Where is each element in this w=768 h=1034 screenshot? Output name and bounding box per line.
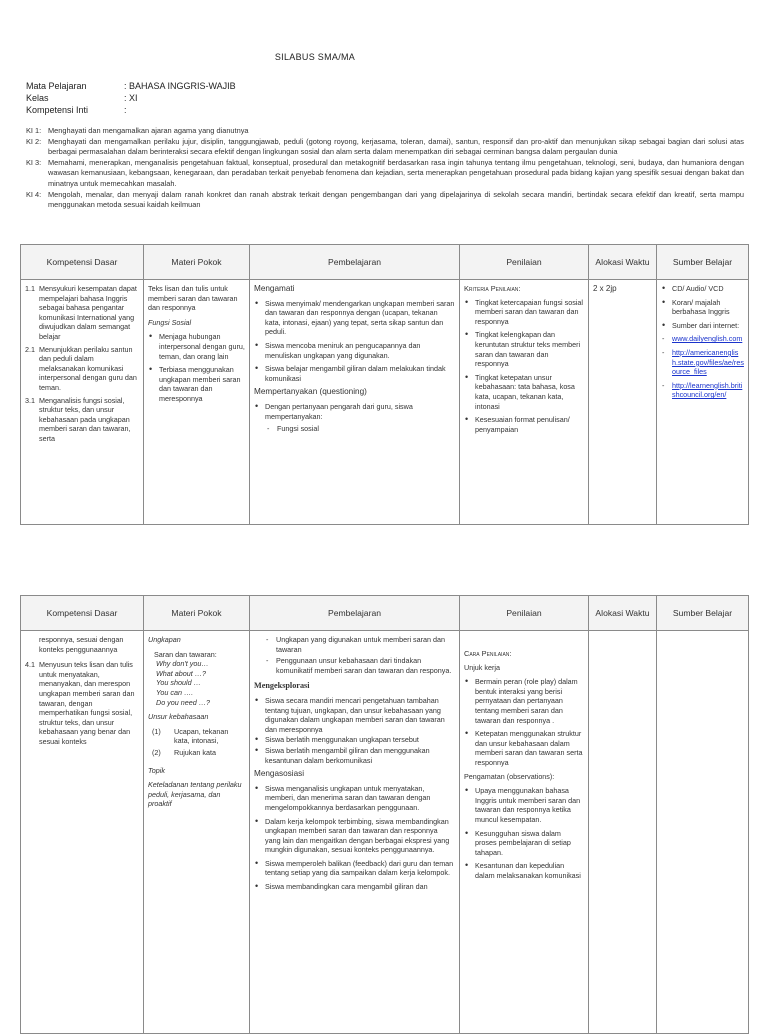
meta-value: : BAHASA INGGRIS-WAJIB: [124, 81, 236, 91]
kd-number: 3.1: [25, 395, 35, 405]
example-item: You should …: [156, 678, 201, 688]
cell-alokasi-waktu: [589, 280, 657, 525]
item-number: (2): [152, 747, 161, 757]
kd-number: 1.1: [25, 284, 35, 293]
list-item: • Terbiasa menggunakan ungkapan memberi saran dan tawaran dan meresponnya: [148, 365, 245, 403]
header-penilaian: Penilaian: [460, 596, 589, 631]
ki-text: Mengolah, menalar, dan menyaji dalam ranah konkret dan ranah abstrak terkait dengan pengembangan dari yang dipelajarinya di sekolah secara mandiri, bertindak secara efektif dan kreatif, serta mampu menggunakan metoda sesuai kaidah keilmuan: [48, 189, 744, 210]
penilaian-unjuk-label: Unjuk kerja: [464, 662, 500, 672]
list-item: • Ketepatan menggunakan struktur dan unsur kebahasaan dalam memberi saran dan tawaran serta responnya: [464, 729, 584, 767]
list-item: • Tingkat kelengkapan dan keruntutan struktur teks memberi saran dan tawaran dan responnya: [464, 330, 584, 368]
example-item: You can ….: [156, 687, 194, 697]
list-item: - Fungsi sosial: [265, 424, 455, 434]
list-item: [152, 748, 245, 758]
penilaian-list: [464, 677, 584, 767]
list-item: • Tingkat ketepatan unsur kebahasaan: tata bahasa, kosa kata, ucapan, tekanan kata, intonasi: [464, 373, 584, 411]
header-kompetensi-dasar: Kompetensi Dasar: [21, 596, 144, 631]
list-item: • Bermain peran (role play) dalam bentuk interaksi yang berisi pernyataan dan pertanyaan tentang memberi saran dan tawaran dan responnya .: [464, 677, 584, 725]
item-text: Ucapan, tekanan kata, intonasi,: [174, 726, 229, 746]
kd-item: [25, 284, 139, 342]
kd-number: 4.1: [25, 660, 35, 670]
link-americanenglish[interactable]: http://americanenglish.state.gov/files/ae/resource_files: [672, 347, 744, 377]
meta-row-subject: [26, 80, 236, 92]
cell-materi-pokok: [144, 280, 250, 525]
list-item: • Kesesuaian format penulisan/ penyampaian: [464, 415, 584, 434]
penilaian-heading: Cara Penilaian:: [464, 649, 512, 658]
list-item: • Kesantunan dan kepedulian dalam melaksanakan komunikasi: [464, 861, 584, 880]
cell-penilaian: [460, 631, 589, 1034]
header-sumber-belajar: Sumber Belajar: [657, 245, 749, 280]
pembelajaran-heading-asosiasi: Mengasosiasi: [254, 769, 305, 779]
ki-item: [26, 137, 744, 158]
meta-label: Kelas: [26, 93, 49, 103]
header-pembelajaran: Pembelajaran: [250, 596, 460, 631]
ki-text: Memahami, menerapkan, menganalisis pengetahuan faktual, konseptual, prosedural dan metakognitif berdasarkan rasa ingin tahunya tentang ilmu pengetahuan, teknologi, seni, budaya, dan humaniora dengan wawasan kemanusiaan, kebangsaan, kenegaraan, dan peradaban terkait penyebab fenomena dan kejadian, serta menerapkan pengetahuan prosedural pada bidang kajian yang spesifik sesuai dengan bakat dan minatnya untuk memecahkan masalah.: [48, 157, 744, 188]
kd-text: Menunjukkan perilaku santun dan peduli dalam melaksanakan komunikasi interpersonal dengan guru dan teman.: [39, 344, 137, 392]
cell-kompetensi-dasar: [21, 280, 144, 525]
cell-alokasi-waktu: [589, 631, 657, 1034]
kd-item: [25, 660, 139, 746]
table-row: [21, 280, 749, 525]
materi-intro: Teks lisan dan tulis untuk memberi saran dan tawaran dan responnya: [148, 284, 238, 313]
header-materi-pokok: Materi Pokok: [144, 245, 250, 280]
asosiasi-list: [254, 784, 455, 892]
list-item: • Siswa memperoleh balikan (feedback) dari guru dan teman tentang setiap yang dia sampaikan dalam kerja kelompok.: [254, 859, 455, 878]
link-dailyenglish[interactable]: www.dailyenglish.com: [672, 334, 743, 344]
cell-pembelajaran: [250, 631, 460, 1034]
kd-text: Menganalisis fungsi sosial, struktur teks, dan unsur kebahasaan pada ungkapan memberi saran dan tawaran, serta: [39, 395, 131, 443]
list-item: • Siswa menyimak/ mendengarkan ungkapan memberi saran dan tawaran dan responnya dengan (ucapan, tekanan kata, intonasi, ejaan) yang tepat, serta sikap santun dan peduli.: [254, 299, 455, 337]
meta-label: Kompetensi Inti: [26, 105, 89, 115]
meta-row-class: [26, 92, 236, 104]
unsur-list: [148, 727, 245, 758]
questioning-list: [254, 402, 455, 434]
header-pembelajaran: Pembelajaran: [250, 245, 460, 280]
item-number: (1): [152, 726, 161, 736]
example-item: Why don't you…: [156, 659, 209, 669]
pembelajaran-heading: Mengamati: [254, 284, 295, 293]
list-item: • Siswa belajar mengambil giliran dalam melakukan tindak komunikasi: [254, 364, 455, 383]
pembelajaran-heading-questioning: Mempertanyakan (questioning): [254, 387, 367, 397]
cell-penilaian: [460, 280, 589, 525]
ki-item: [26, 190, 744, 211]
cell-materi-pokok: [144, 631, 250, 1034]
question-text: Dengan pertanyaan pengarah dari guru, siswa mempertanyakan:: [265, 401, 413, 421]
list-item: • Siswa berlatih menggunakan ungkapan tersebut: [254, 735, 455, 745]
cell-kompetensi-dasar: [21, 631, 144, 1034]
cell-sumber-belajar: [657, 631, 749, 1034]
materi-fungsi-label: Fungsi Sosial: [148, 317, 192, 327]
header-penilaian: Penilaian: [460, 245, 589, 280]
list-item: • Dalam kerja kelompok terbimbing, siswa membandingkan ungkapan memberi saran dan tawaran dan responnya yang lain dan mengaitkan dengan berbagai ekspresi yang mungkin digunakan, sesuai konteks penggunaannya.: [254, 817, 455, 855]
pengamatan-list: [464, 786, 584, 880]
penilaian-heading: Kriteria Penilaian:: [464, 284, 521, 293]
kd-item: [25, 345, 139, 393]
core-competence-list: [26, 126, 744, 211]
penilaian-list: [464, 298, 584, 435]
subject-info: [26, 80, 236, 116]
page-title: SILABUS SMA/MA: [274, 52, 356, 62]
list-item: • Menjaga hubungan interpersonal dengan guru, teman, dan orang lain: [148, 332, 245, 361]
meta-row-core-competence: [26, 104, 236, 116]
ki-label: KI 3:: [26, 157, 42, 167]
sumber-list: [661, 284, 744, 330]
cell-pembelajaran: [250, 280, 460, 525]
list-item: - Ungkapan yang digunakan untuk memberi saran dan tawaran: [264, 635, 455, 654]
link-item: [661, 381, 744, 400]
ki-label: KI 1:: [26, 126, 42, 135]
list-item: • Tingkat ketercapaian fungsi sosial memberi saran dan tawaran dan responnya: [464, 298, 584, 327]
list-item: • CD/ Audio/ VCD: [661, 284, 744, 294]
spacer: [464, 635, 584, 649]
table-header-row: [21, 596, 749, 631]
list-item: • Siswa berlatih mengambil giliran dan menggunakan kesantunan dalam berkomunikasi: [254, 746, 455, 765]
kd-text: Mensyukuri kesempatan dapat mempelajari bahasa Inggris sebagai bahasa pengantar komunikasi International yang diwujudkan dalam semangat belajar: [39, 284, 137, 341]
list-item: [254, 402, 455, 434]
ki-text: Menghayati dan mengamalkan perilaku jujur, disiplin, tanggungjawab, peduli (gotong royong, kerjasama, toleran, damai), santun, responsif dan pro-aktif dan menunjukan sikap sebagai bagian dari solusi atas berbagai permasalahan dalam berinteraksi secara efektif dengan lingkungan sosial dan alam serta dalam menempatkan diri sebagai cerminan bangsa dalam pergaulan dunia: [48, 136, 744, 157]
list-item: [152, 727, 245, 746]
syllabus-table-2: [20, 595, 749, 1034]
kd-item: [25, 396, 139, 444]
cell-sumber-belajar: [657, 280, 749, 525]
materi-saran-label: Saran dan tawaran:: [154, 649, 217, 659]
example-item: Do you need …?: [156, 697, 210, 707]
header-kompetensi-dasar: Kompetensi Dasar: [21, 245, 144, 280]
meta-label: Mata Pelajaran: [26, 81, 87, 91]
meta-value: :: [124, 105, 127, 115]
pembelajaran-heading: Mengeksplorasi: [254, 681, 310, 691]
pembelajaran-list: [254, 299, 455, 384]
list-item: - Penggunaan unsur kebahasaan dari tindakan komunikatif memberi saran dan tawaran dan responya.: [264, 656, 455, 675]
link-britishcouncil[interactable]: http://learnenglish.britishcouncil.org/en/: [672, 380, 743, 400]
syllabus-table-1: [20, 244, 749, 525]
kd-continuation: responnya, sesuai dengan konteks penggunaannya: [39, 635, 124, 654]
materi-ungkapan-label: Ungkapan: [148, 635, 181, 644]
meta-value: : XI: [124, 93, 138, 103]
link-item: [661, 334, 744, 344]
question-sublist: [265, 424, 455, 434]
table-row: [21, 631, 749, 1034]
table-header-row: [21, 245, 749, 280]
list-item: • Siswa secara mandiri mencari pengetahuan tambahan tentang tujuan, ungkapan, dan unsur kebahasaan yang digunakan dalam ungkapan memberi saran dan tawaran dan meresponnya: [254, 696, 455, 734]
materi-list: [148, 332, 245, 403]
kd-number: 2.1: [25, 344, 35, 354]
list-item: • Kesungguhan siswa dalam proses pembelajaran di setiap tahapan.: [464, 829, 584, 858]
link-item: [661, 348, 744, 377]
list-item: • Sumber dari internet:: [661, 321, 744, 331]
list-item: • Siswa membandingkan cara mengambil giliran dan: [254, 882, 455, 892]
alokasi-value: 2 x 2jp: [593, 284, 617, 293]
materi-topik-text: Keteladanan tentang perilaku peduli, kerjasama, dan proaktif: [148, 780, 242, 809]
pembelajaran-list: [254, 696, 455, 765]
ki-text: Menghayati dan mengamalkan ajaran agama yang dianutnya: [48, 126, 249, 135]
header-alokasi-waktu: Alokasi Waktu: [589, 596, 657, 631]
header-materi-pokok: Materi Pokok: [144, 596, 250, 631]
example-item: What about …?: [156, 668, 206, 678]
list-item: • Siswa mencoba meniruk an pengucapannya dan menuliskan ungkapan yang digunakan.: [254, 341, 455, 360]
kd-text: Menyusun teks lisan dan tulis untuk menyatakan, menanyakan, dan merespon ungkapan memberi saran dan tawaran, dengan memperhatikan fungsi sosial, struktur teks, dan unsur kebahasaan yang benar dan sesuai konteks: [39, 660, 135, 746]
item-text: Rujukan kata: [174, 747, 216, 757]
penilaian-pengamatan-label: Pengamatan (observations):: [464, 771, 555, 781]
ki-label: KI 4:: [26, 189, 42, 199]
pembelajaran-dash-list: [254, 635, 455, 675]
materi-topik-label: Topik: [148, 765, 165, 775]
ki-item: [26, 158, 744, 190]
list-item: • Siswa menganalisis ungkapan untuk menyatakan, memberi, dan menerima saran dan tawaran dengan mengelompokkannya berdasarkan penggunaan.: [254, 784, 455, 813]
list-item: • Upaya menggunakan bahasa Inggris untuk memberi saran dan tawaran dan responnya ketika muncul kesempatan.: [464, 786, 584, 824]
ki-item: [26, 126, 744, 137]
materi-unsur-label: Unsur kebahasaan: [148, 712, 209, 722]
header-sumber-belajar: Sumber Belajar: [657, 596, 749, 631]
list-item: • Koran/ majalah berbahasa Inggris: [661, 298, 744, 317]
header-alokasi-waktu: Alokasi Waktu: [589, 245, 657, 280]
ki-label: KI 2:: [26, 136, 42, 146]
